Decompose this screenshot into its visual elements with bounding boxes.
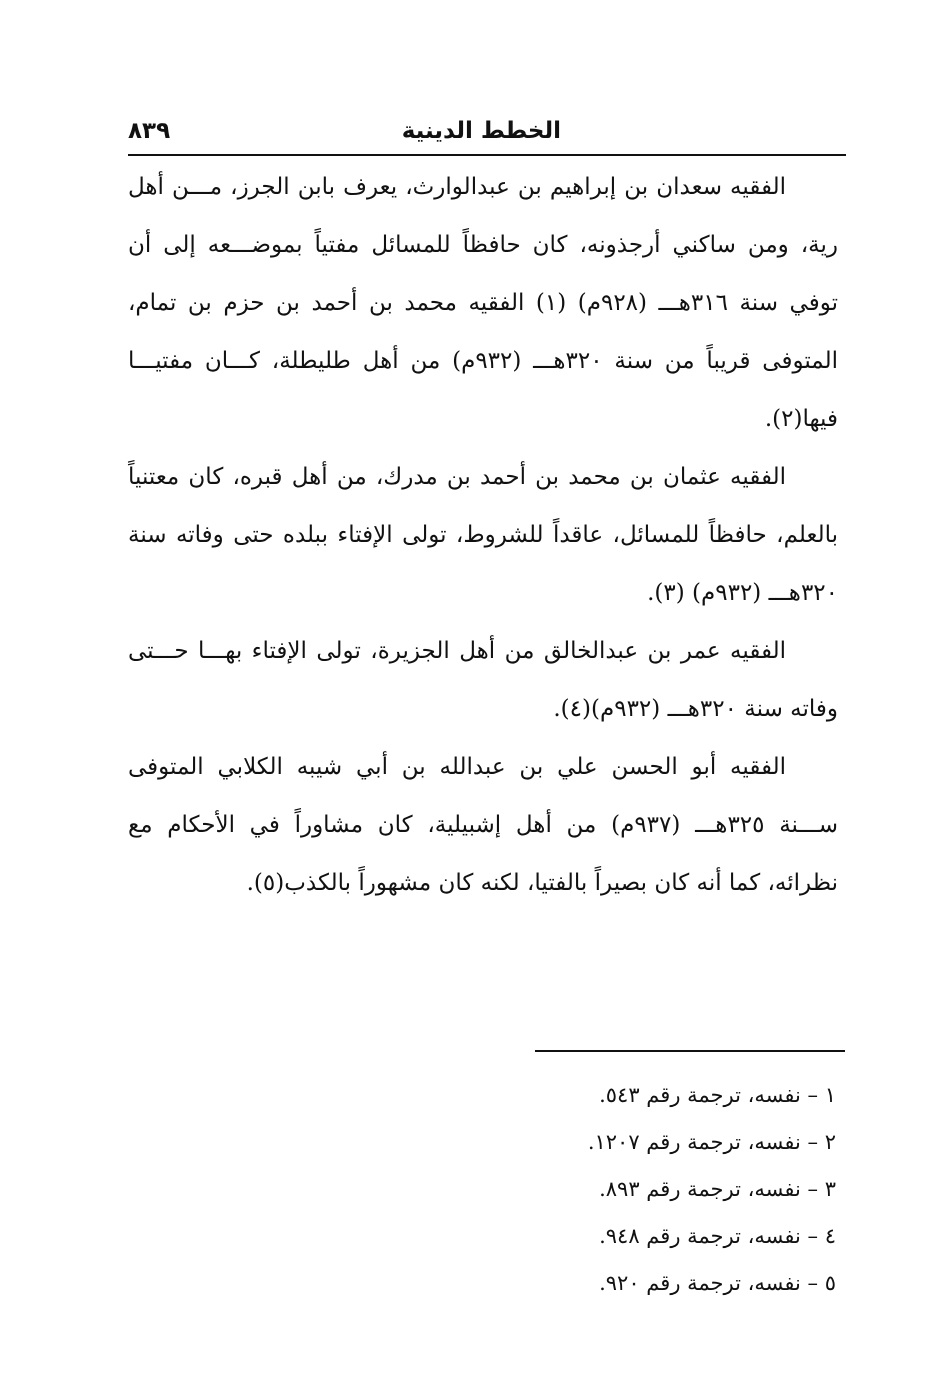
- page-number: ٨٣٩: [128, 118, 171, 144]
- header-title: الخطط الدينية: [401, 118, 561, 144]
- footnotes: [336, 1072, 836, 1307]
- paragraph-saadan: الفقيه سعدان بن إبراهيم بن عبدالوارث، يعرف بابن الجرز، مـــن أهل رية، ومن ساكني أرجذونه، كان حافظاً للمسائل مفتياً بموضـــعه إلى أن توفي سنة ٣١٦هـــ (٩٢٨م) (١) الفقيه محمد بن أحمد بن حزم بن تمام، المتوفى قريباً من سنة ٣٢٠هـــ (٩٣٢م) من أهل طليطلة، كـــان مفتيـــا فيها(٢).: [128, 174, 838, 432]
- footnote-4: ٤ – نفسه، ترجمة رقم ٩٤٨.: [599, 1224, 836, 1248]
- running-header: [128, 112, 846, 156]
- paragraph-othman: الفقيه عثمان بن محمد بن أحمد بن مدرك، من أهل قبره، كان معتنياً بالعلم، حافظاً للمسائل، عاقداً للشروط، تولى الإفتاء ببلده حتى وفاته سنة ٣٢٠هـــ (٩٣٢م) (٣).: [128, 464, 838, 606]
- footnote-divider: [535, 1050, 845, 1052]
- main-text: [128, 158, 838, 912]
- footnote-5: ٥ – نفسه، ترجمة رقم ٩٢٠.: [599, 1271, 836, 1295]
- footnote-2: ٢ – نفسه، ترجمة رقم ١٢٠٧.: [587, 1130, 836, 1154]
- footnote-1: ١ – نفسه، ترجمة رقم ٥٤٣.: [599, 1083, 836, 1107]
- paragraph-omar: الفقيه عمر بن عبدالخالق من أهل الجزيرة، تولى الإفتاء بهـــا حـــتى وفاته سنة ٣٢٠هـــ (٩٣٢م)(٤).: [128, 638, 838, 722]
- footnote-3: ٣ – نفسه، ترجمة رقم ٨٩٣.: [599, 1177, 836, 1201]
- paragraph-abu-alhasan: الفقيه أبو الحسن علي بن عبدالله بن أبي شيبه الكلابي المتوفى ســـنة ٣٢٥هـــ (٩٣٧م) من أهل إشبيلية، كان مشاوراً في الأحكام مع نظرائه، كما أنه كان بصيراً بالفتيا، لكنه كان مشهوراً بالكذب(٥).: [128, 754, 838, 896]
